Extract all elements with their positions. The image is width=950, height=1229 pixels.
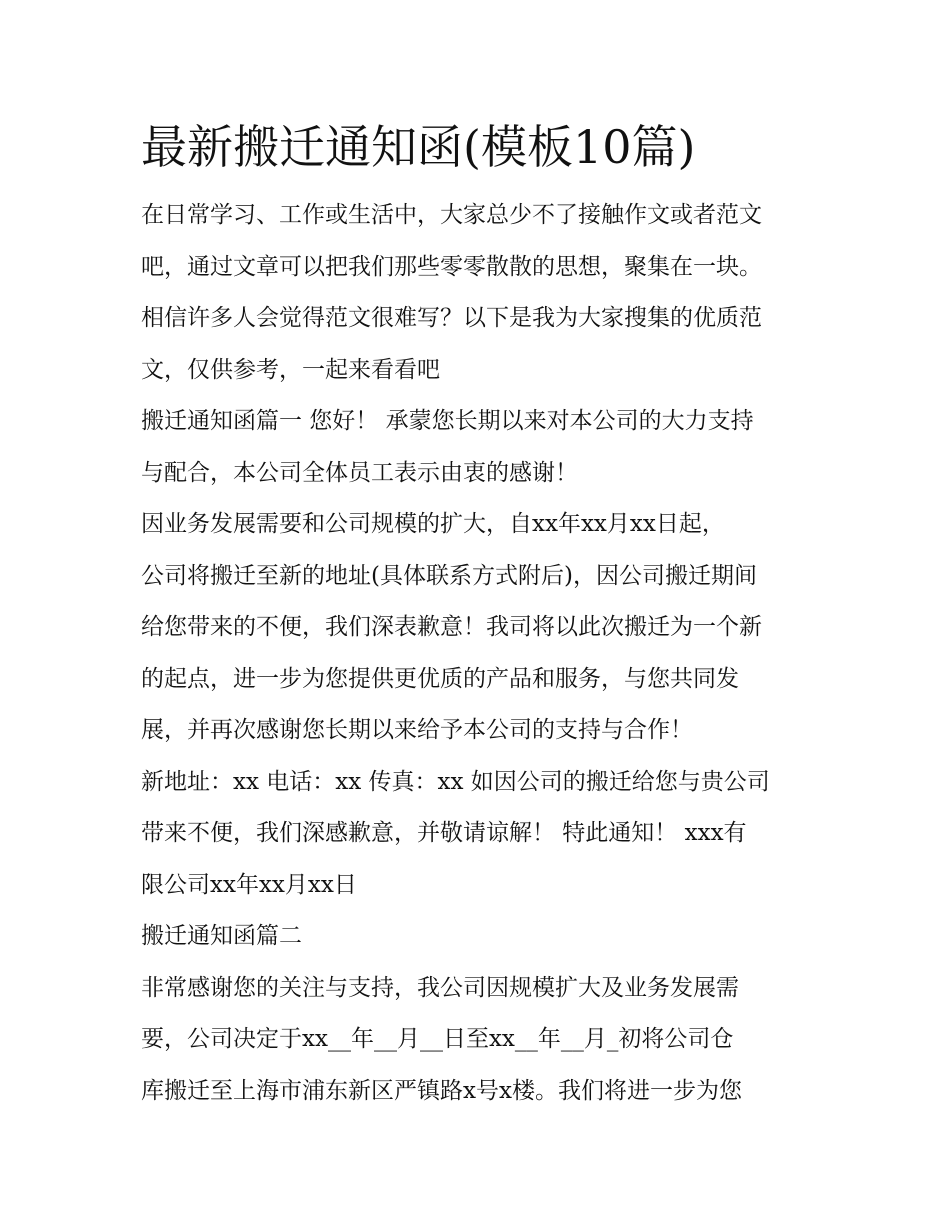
body-line: 展，并再次感谢您长期以来给予本公司的支持与合作！: [141, 717, 693, 743]
body-line: 新地址：xx 电话：xx 传真：xx 如因公司的搬迁给您与贵公司: [141, 768, 770, 795]
body-line: 因业务发展需要和公司规模的扩大，自xx年xx月xx日起，: [141, 511, 725, 537]
document-body: [141, 190, 821, 1117]
body-line: 在日常学习、工作或生活中，大家总少不了接触作文或者范文: [141, 202, 762, 228]
body-line: 非常感谢您的关注与支持，我公司因规模扩大及业务发展需: [141, 974, 739, 1001]
body-line: 库搬迁至上海市浦东新区严镇路x号x楼。我们将进一步为您: [141, 1077, 742, 1104]
body-line: 的起点，进一步为您提供更优质的产品和服务，与您共同发: [141, 665, 739, 692]
body-line: 与配合，本公司全体员工表示由衷的感谢！: [141, 459, 578, 486]
body-line: 相信许多人会觉得范文很难写？以下是我为大家搜集的优质范: [141, 305, 762, 331]
body-line: 文，仅供参考，一起来看看吧: [141, 356, 440, 383]
body-line: 带来不便，我们深感歉意，并敬请谅解！ 特此通知！ xxx有: [141, 820, 747, 846]
section-heading: 搬迁通知函篇二: [141, 923, 302, 949]
body-line: 吧，通过文章可以把我们那些零零散散的思想，聚集在一块。: [141, 253, 762, 280]
body-line: 给您带来的不便，我们深表歉意！我司将以此次搬迁为一个新: [141, 614, 762, 640]
body-line: 限公司xx年xx月xx日: [141, 871, 357, 898]
body-line: 搬迁通知函篇一 您好！ 承蒙您长期以来对本公司的大力支持: [141, 408, 754, 434]
body-line: 要，公司决定于xx__年__月__日至xx__年__月_初将公司仓: [141, 1026, 734, 1052]
body-line: 公司将搬迁至新的地址(具体联系方式附后)，因公司搬迁期间: [141, 562, 757, 589]
document-page: [141, 112, 821, 1117]
document-title: 最新搬迁通知函(模板10篇): [141, 120, 696, 174]
